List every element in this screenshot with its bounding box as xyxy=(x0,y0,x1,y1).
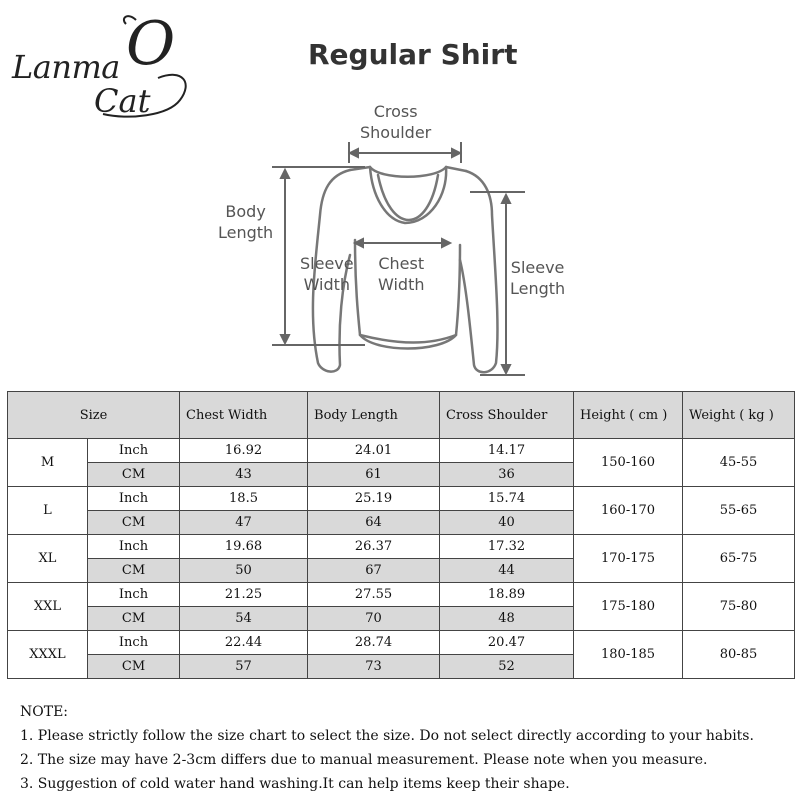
header-chest-width: Chest Width xyxy=(180,392,308,439)
header-cross-shoulder: Cross Shoulder xyxy=(440,392,574,439)
shoulder-cell: 52 xyxy=(440,655,574,679)
body-cell: 70 xyxy=(308,607,440,631)
height-cell: 160-170 xyxy=(574,487,683,535)
label-body-length-line2: Length xyxy=(218,223,274,242)
header-body-length: Body Length xyxy=(308,392,440,439)
header-weight: Weight ( kg ) xyxy=(683,392,795,439)
size-cell: M xyxy=(8,439,88,487)
shoulder-cell: 17.32 xyxy=(440,535,574,559)
body-cell: 27.55 xyxy=(308,583,440,607)
page-title: Regular Shirt xyxy=(308,38,518,71)
unit-cell: Inch xyxy=(88,487,180,511)
unit-cell: Inch xyxy=(88,535,180,559)
chest-cell: 16.92 xyxy=(180,439,308,463)
chest-cell: 54 xyxy=(180,607,308,631)
chest-cell: 22.44 xyxy=(180,631,308,655)
weight-cell: 80-85 xyxy=(683,631,795,679)
logo-letter-o: O xyxy=(126,9,176,79)
shoulder-cell: 36 xyxy=(440,463,574,487)
logo-text-lanma: Lanma xyxy=(12,48,120,86)
size-cell: XL xyxy=(8,535,88,583)
note-item: 3. Suggestion of cold water hand washing.It can help items keep their shape. xyxy=(20,776,570,792)
table-row xyxy=(8,583,795,607)
weight-cell: 75-80 xyxy=(683,583,795,631)
shoulder-cell: 15.74 xyxy=(440,487,574,511)
table-row xyxy=(8,535,795,559)
chest-cell: 57 xyxy=(180,655,308,679)
body-cell: 61 xyxy=(308,463,440,487)
body-cell: 28.74 xyxy=(308,631,440,655)
label-cross-shoulder xyxy=(360,101,431,143)
height-cell: 180-185 xyxy=(574,631,683,679)
body-cell: 25.19 xyxy=(308,487,440,511)
table-row xyxy=(8,631,795,655)
header-height: Height ( cm ) xyxy=(574,392,683,439)
label-cross-shoulder-line2: Shoulder xyxy=(360,123,432,142)
shoulder-cell: 48 xyxy=(440,607,574,631)
logo-text-cat: Cat xyxy=(94,82,151,120)
unit-cell: Inch xyxy=(88,631,180,655)
chest-cell: 43 xyxy=(180,463,308,487)
size-cell: L xyxy=(8,487,88,535)
unit-cell: CM xyxy=(88,607,180,631)
chest-cell: 47 xyxy=(180,511,308,535)
height-cell: 170-175 xyxy=(574,535,683,583)
table-row xyxy=(8,439,795,463)
body-cell: 26.37 xyxy=(308,535,440,559)
size-cell: XXL xyxy=(8,583,88,631)
body-cell: 73 xyxy=(308,655,440,679)
unit-cell: CM xyxy=(88,655,180,679)
label-sleeve-length-line2: Length xyxy=(510,279,566,298)
chest-cell: 18.5 xyxy=(180,487,308,511)
note-item: 1. Please strictly follow the size chart to select the size. Do not select directly according to your habits. xyxy=(20,728,754,744)
notes-section xyxy=(20,700,754,796)
notes-heading: NOTE: xyxy=(20,704,69,720)
label-sleeve-length-line1: Sleeve xyxy=(510,258,565,277)
brand-logo xyxy=(8,8,198,118)
unit-cell: CM xyxy=(88,559,180,583)
size-chart-table xyxy=(7,391,795,679)
chest-cell: 50 xyxy=(180,559,308,583)
weight-cell: 65-75 xyxy=(683,535,795,583)
shoulder-cell: 14.17 xyxy=(440,439,574,463)
shoulder-cell: 40 xyxy=(440,511,574,535)
shoulder-cell: 18.89 xyxy=(440,583,574,607)
label-chest-width-line1: Chest xyxy=(378,254,425,273)
label-cross-shoulder-line1: Cross xyxy=(373,102,418,121)
height-cell: 150-160 xyxy=(574,439,683,487)
label-sleeve-length xyxy=(510,257,565,299)
unit-cell: Inch xyxy=(88,583,180,607)
unit-cell: Inch xyxy=(88,439,180,463)
label-chest-width-line2: Width xyxy=(378,275,425,294)
shoulder-cell: 44 xyxy=(440,559,574,583)
label-chest-width xyxy=(378,253,424,295)
label-sleeve-width-line1: Sleeve xyxy=(300,254,354,273)
size-cell: XXXL xyxy=(8,631,88,679)
table-header-row xyxy=(8,392,795,439)
height-cell: 175-180 xyxy=(574,583,683,631)
unit-cell: CM xyxy=(88,463,180,487)
label-body-length xyxy=(218,201,273,243)
label-sleeve-width xyxy=(300,253,354,295)
label-body-length-line1: Body xyxy=(225,202,266,221)
body-cell: 24.01 xyxy=(308,439,440,463)
label-sleeve-width-line2: Width xyxy=(303,275,351,294)
shirt-measurement-diagram xyxy=(210,95,600,385)
body-cell: 67 xyxy=(308,559,440,583)
table-row xyxy=(8,487,795,511)
shoulder-cell: 20.47 xyxy=(440,631,574,655)
header-size: Size xyxy=(8,392,180,439)
weight-cell: 45-55 xyxy=(683,439,795,487)
chest-cell: 19.68 xyxy=(180,535,308,559)
body-cell: 64 xyxy=(308,511,440,535)
chest-cell: 21.25 xyxy=(180,583,308,607)
weight-cell: 55-65 xyxy=(683,487,795,535)
note-item: 2. The size may have 2-3cm differs due to manual measurement. Please note when you measure. xyxy=(20,752,708,768)
unit-cell: CM xyxy=(88,511,180,535)
